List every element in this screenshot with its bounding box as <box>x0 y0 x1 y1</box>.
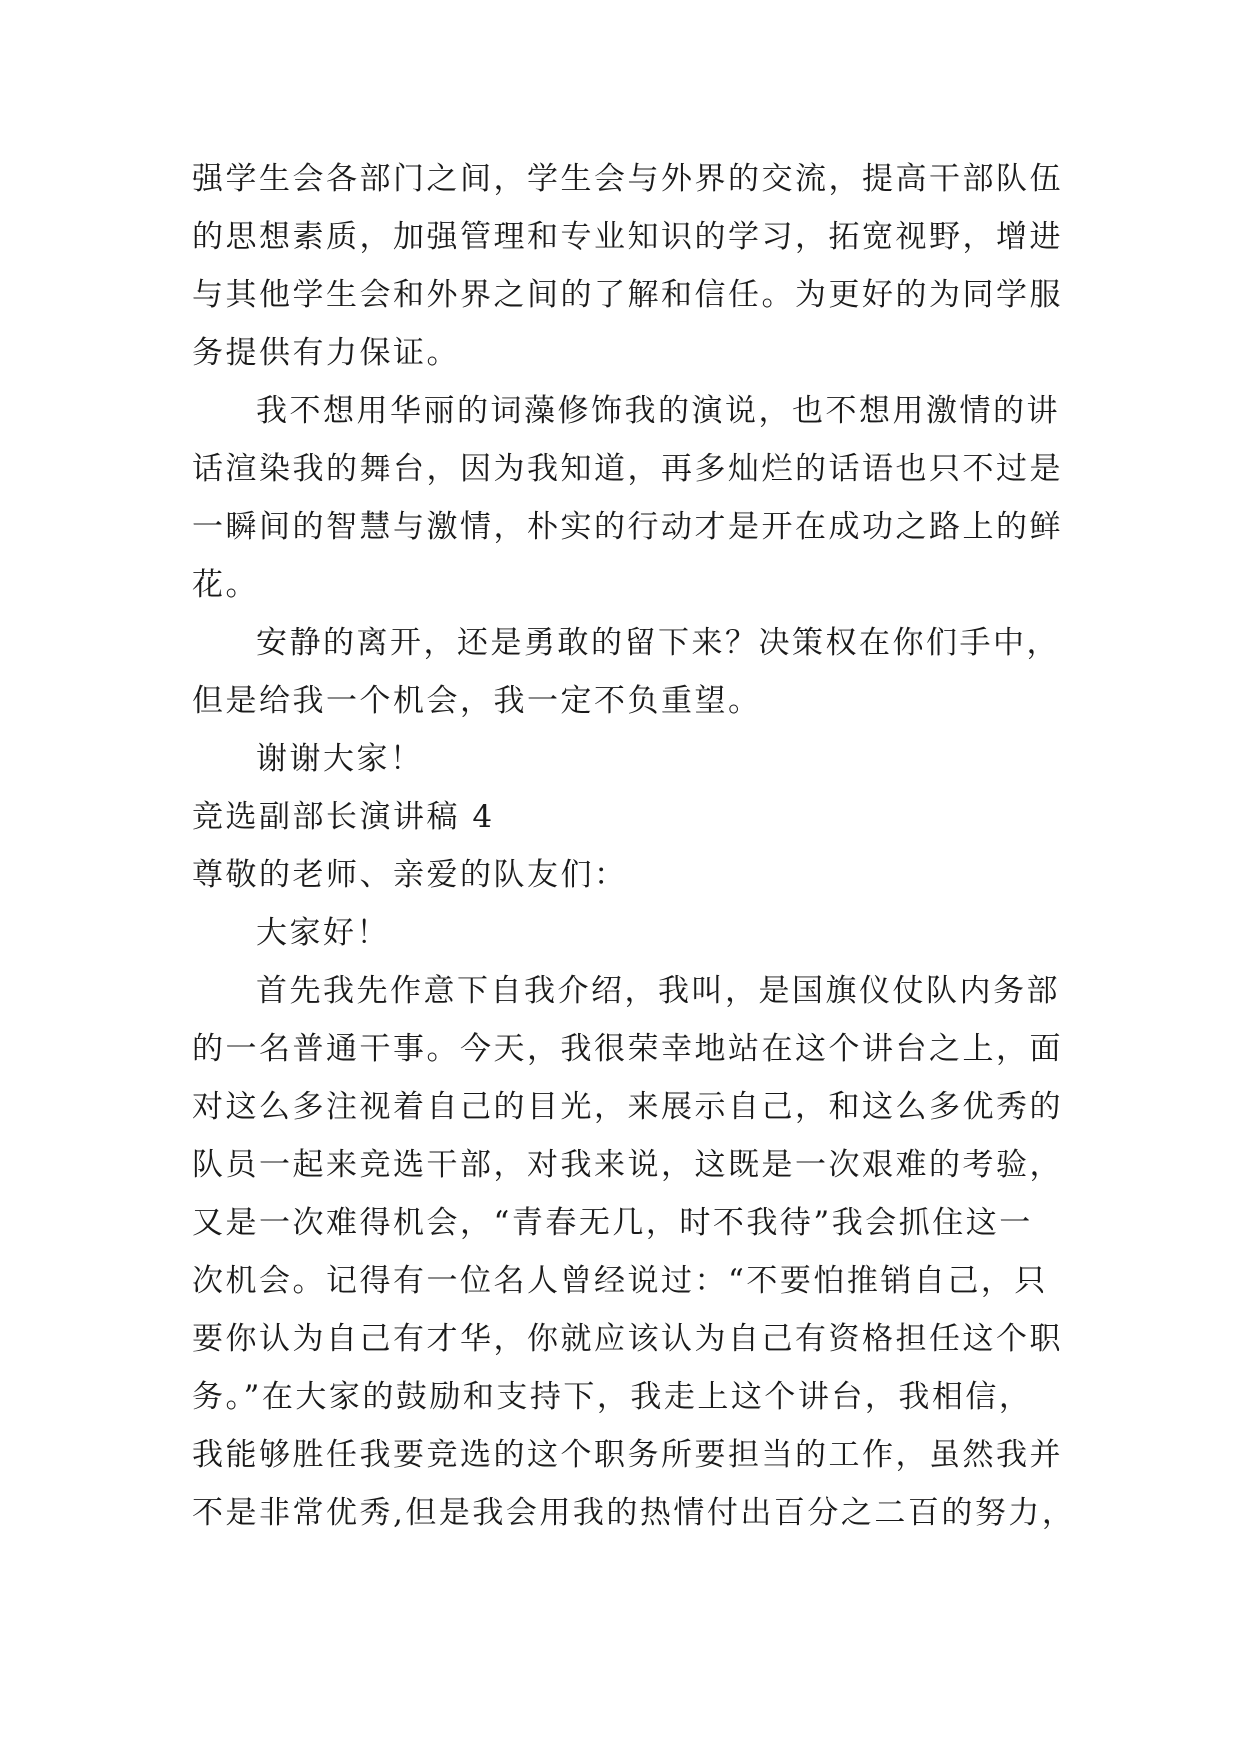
section-heading: 竞选副部长演讲稿 4 <box>192 799 495 835</box>
text-line: 次机会。记得有一位名人曾经说过：“不要怕推销自己，只 <box>192 1263 1048 1299</box>
text-line: 的思想素质，加强管理和专业知识的学习，拓宽视野，增进 <box>192 219 1063 255</box>
text-line: 队员一起来竞选干部，对我来说，这既是一次艰难的考验， <box>192 1147 1063 1183</box>
document-body <box>192 150 1076 1542</box>
text-line: 对这么多注视着自己的目光，来展示自己，和这么多优秀的 <box>192 1089 1063 1125</box>
text-line: 我能够胜任我要竞选的这个职务所要担当的工作，虽然我并 <box>192 1437 1063 1473</box>
text-line: 不是非常优秀,但是我会用我的热情付出百分之二百的努力， <box>192 1495 1076 1531</box>
text-line: 务。”在大家的鼓励和支持下，我走上这个讲台，我相信， <box>192 1379 1033 1415</box>
text-line: 务提供有力保证。 <box>192 335 460 371</box>
text-line: 谢谢大家！ <box>256 741 424 777</box>
text-line: 花。 <box>192 567 259 603</box>
text-line: 首先我先作意下自我介绍，我叫，是国旗仪仗队内务部 <box>256 973 1060 1009</box>
text-line: 我不想用华丽的词藻修饰我的演说，也不想用激情的讲 <box>256 393 1060 429</box>
text-line: 一瞬间的智慧与激情，朴实的行动才是开在成功之路上的鲜 <box>192 509 1063 545</box>
greeting: 大家好！ <box>256 915 390 951</box>
text-line: 的一名普通干事。今天，我很荣幸地站在这个讲台之上，面 <box>192 1031 1063 1067</box>
salutation: 尊敬的老师、亲爱的队友们： <box>192 857 628 893</box>
text-line: 但是给我一个机会，我一定不负重望。 <box>192 683 762 719</box>
text-line: 强学生会各部门之间，学生会与外界的交流，提高干部队伍 <box>192 161 1063 197</box>
text-line: 要你认为自己有才华，你就应该认为自己有资格担任这个职 <box>192 1321 1063 1357</box>
text-line: 安静的离开，还是勇敢的留下来？决策权在你们手中， <box>256 625 1060 661</box>
text-line: 与其他学生会和外界之间的了解和信任。为更好的为同学服 <box>192 277 1063 313</box>
text-line: 话渲染我的舞台，因为我知道，再多灿烂的话语也只不过是 <box>192 451 1063 487</box>
text-line: 又是一次难得机会，“青春无几，时不我待”我会抓住这一 <box>192 1205 1033 1241</box>
